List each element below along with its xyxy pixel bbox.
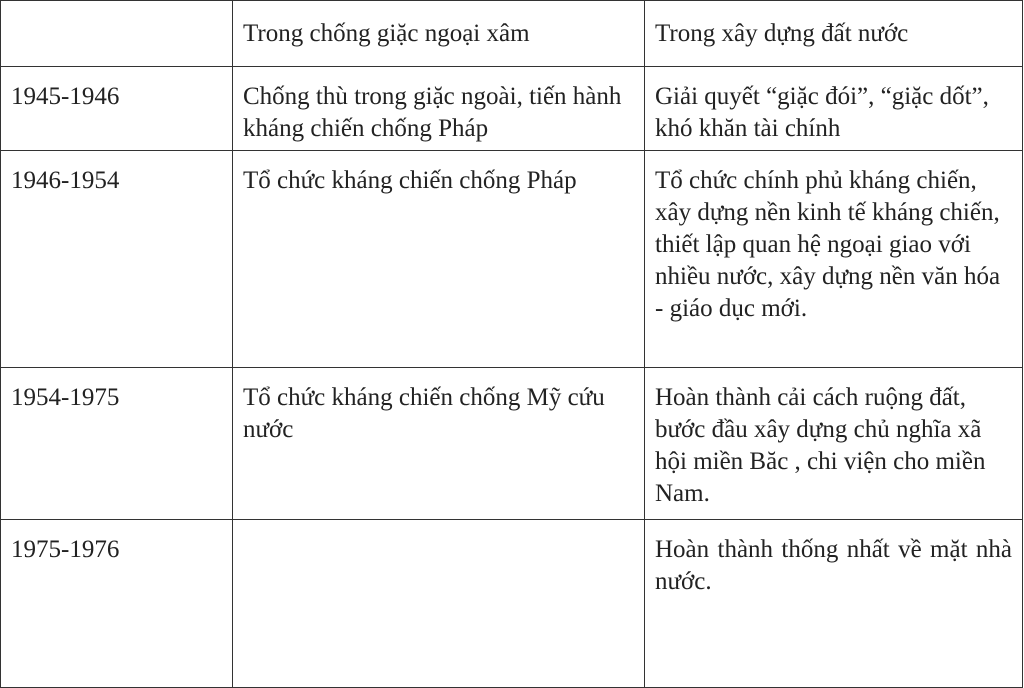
table-row bbox=[1, 151, 1023, 368]
table-row bbox=[1, 520, 1023, 688]
construction-cell: Giải quyết “giặc đói”, “giặc dốt”, khó khăn tài chính bbox=[645, 67, 1023, 151]
resistance-cell: Chống thù trong giặc ngoài, tiến hành kháng chiến chống Pháp bbox=[233, 67, 645, 151]
construction-cell: Tổ chức chính phủ kháng chiến, xây dựng nền kinh tế kháng chiến, thiết lập quan hệ ngoại giao với nhiều nước, xây dựng nền văn hóa - giáo dục mới. bbox=[645, 151, 1023, 368]
construction-cell: Hoàn thành cải cách ruộng đất, bước đầu xây dựng chủ nghĩa xã hội miền Băc , chi viện cho miền Nam. bbox=[645, 368, 1023, 520]
period-cell: 1945-1946 bbox=[1, 67, 233, 151]
construction-cell: Hoàn thành thống nhất về mặt nhà nước. bbox=[645, 520, 1023, 688]
header-cell-resistance: Trong chống giặc ngoại xâm bbox=[233, 1, 645, 67]
header-row bbox=[1, 1, 1023, 67]
table-row bbox=[1, 368, 1023, 520]
resistance-cell: Tổ chức kháng chiến chống Mỹ cứu nước bbox=[233, 368, 645, 520]
header-cell-period bbox=[1, 1, 233, 67]
period-cell: 1975-1976 bbox=[1, 520, 233, 688]
table-row bbox=[1, 67, 1023, 151]
resistance-cell bbox=[233, 520, 645, 688]
resistance-cell: Tổ chức kháng chiến chống Pháp bbox=[233, 151, 645, 368]
period-cell: 1954-1975 bbox=[1, 368, 233, 520]
period-cell: 1946-1954 bbox=[1, 151, 233, 368]
header-cell-construction: Trong xây dựng đất nước bbox=[645, 1, 1023, 67]
